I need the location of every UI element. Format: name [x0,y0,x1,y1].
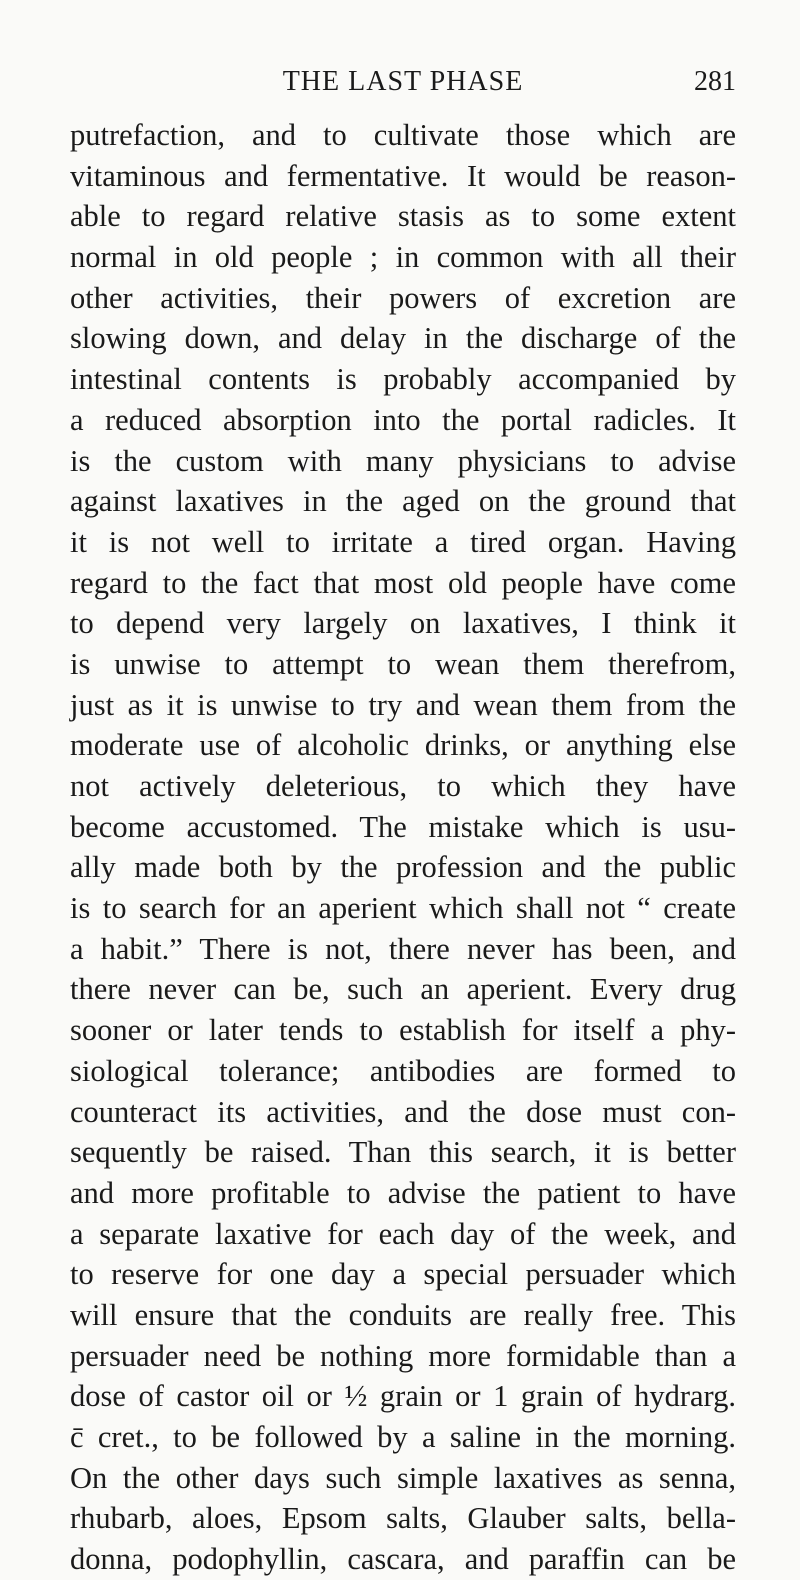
text-line: against laxatives in the aged on the ground that [70,484,736,519]
text-line: ally made both by the profession and the public [70,850,736,885]
text-line: On the other days such simple laxatives as senna, [70,1460,736,1495]
text-line: a habit.” There is not, there never has been, and [70,931,736,966]
text-line: persuader need be nothing more formidable than a [70,1338,736,1373]
text-line: vitaminous and fermentative. It would be reason- [70,158,736,193]
text-line: to depend very largely on laxatives, I think it [70,606,736,641]
text-line: normal in old people ; in common with all their [70,240,736,275]
text-line: rhubarb, aloes, Epsom salts, Glauber salts, bella- [70,1501,736,1536]
text-line: a separate laxative for each day of the week, and [70,1216,736,1251]
text-line: other activities, their powers of excretion are [70,280,736,315]
page-number: 281 [694,66,736,97]
text-line: a reduced absorption into the portal radicles. It [70,402,736,437]
text-line: will ensure that the conduits are really free. This [70,1297,736,1332]
running-title: THE LAST PHASE [282,66,524,97]
text-line: just as it is unwise to try and wean them from the [70,687,736,722]
text-line: putrefaction, and to cultivate those which are [70,118,736,152]
text-line: sooner or later tends to establish for itself a phy- [70,1013,736,1048]
body-text [70,115,736,1580]
running-head [70,62,736,102]
text-line: siological tolerance; antibodies are formed to [70,1053,736,1088]
text-line: slowing down, and delay in the discharge of the [70,321,736,356]
text-line: become accustomed. The mistake which is usu- [70,809,736,844]
text-line: regard to the fact that most old people have come [70,565,736,600]
text-line: c̄ cret., to be followed by a saline in the morning. [70,1420,736,1454]
text-line: there never can be, such an aperient. Every drug [70,972,736,1007]
text-line: it is not well to irritate a tired organ. Having [70,524,736,559]
text-line: is to search for an aperient which shall not “ create [70,891,736,926]
text-line: not actively deleterious, to which they have [70,769,736,803]
text-line: to reserve for one day a special persuader which [70,1257,736,1292]
text-line: is the custom with many physicians to advise [70,443,736,478]
text-line: intestinal contents is probably accompanied by [70,362,736,397]
text-line: able to regard relative stasis as to some extent [70,199,736,234]
text-line: is unwise to attempt to wean them therefrom, [70,646,736,681]
text-line: donna, podophyllin, cascara, and paraffin can be [70,1542,736,1577]
text-line: dose of castor oil or ½ grain or 1 grain of hydrarg. [70,1379,736,1414]
text-line: and more profitable to advise the patient to have [70,1175,736,1210]
text-line: counteract its activities, and the dose must con- [70,1094,736,1129]
text-line: moderate use of alcoholic drinks, or anything else [70,728,736,763]
text-line: sequently be raised. Than this search, it is better [70,1135,736,1170]
